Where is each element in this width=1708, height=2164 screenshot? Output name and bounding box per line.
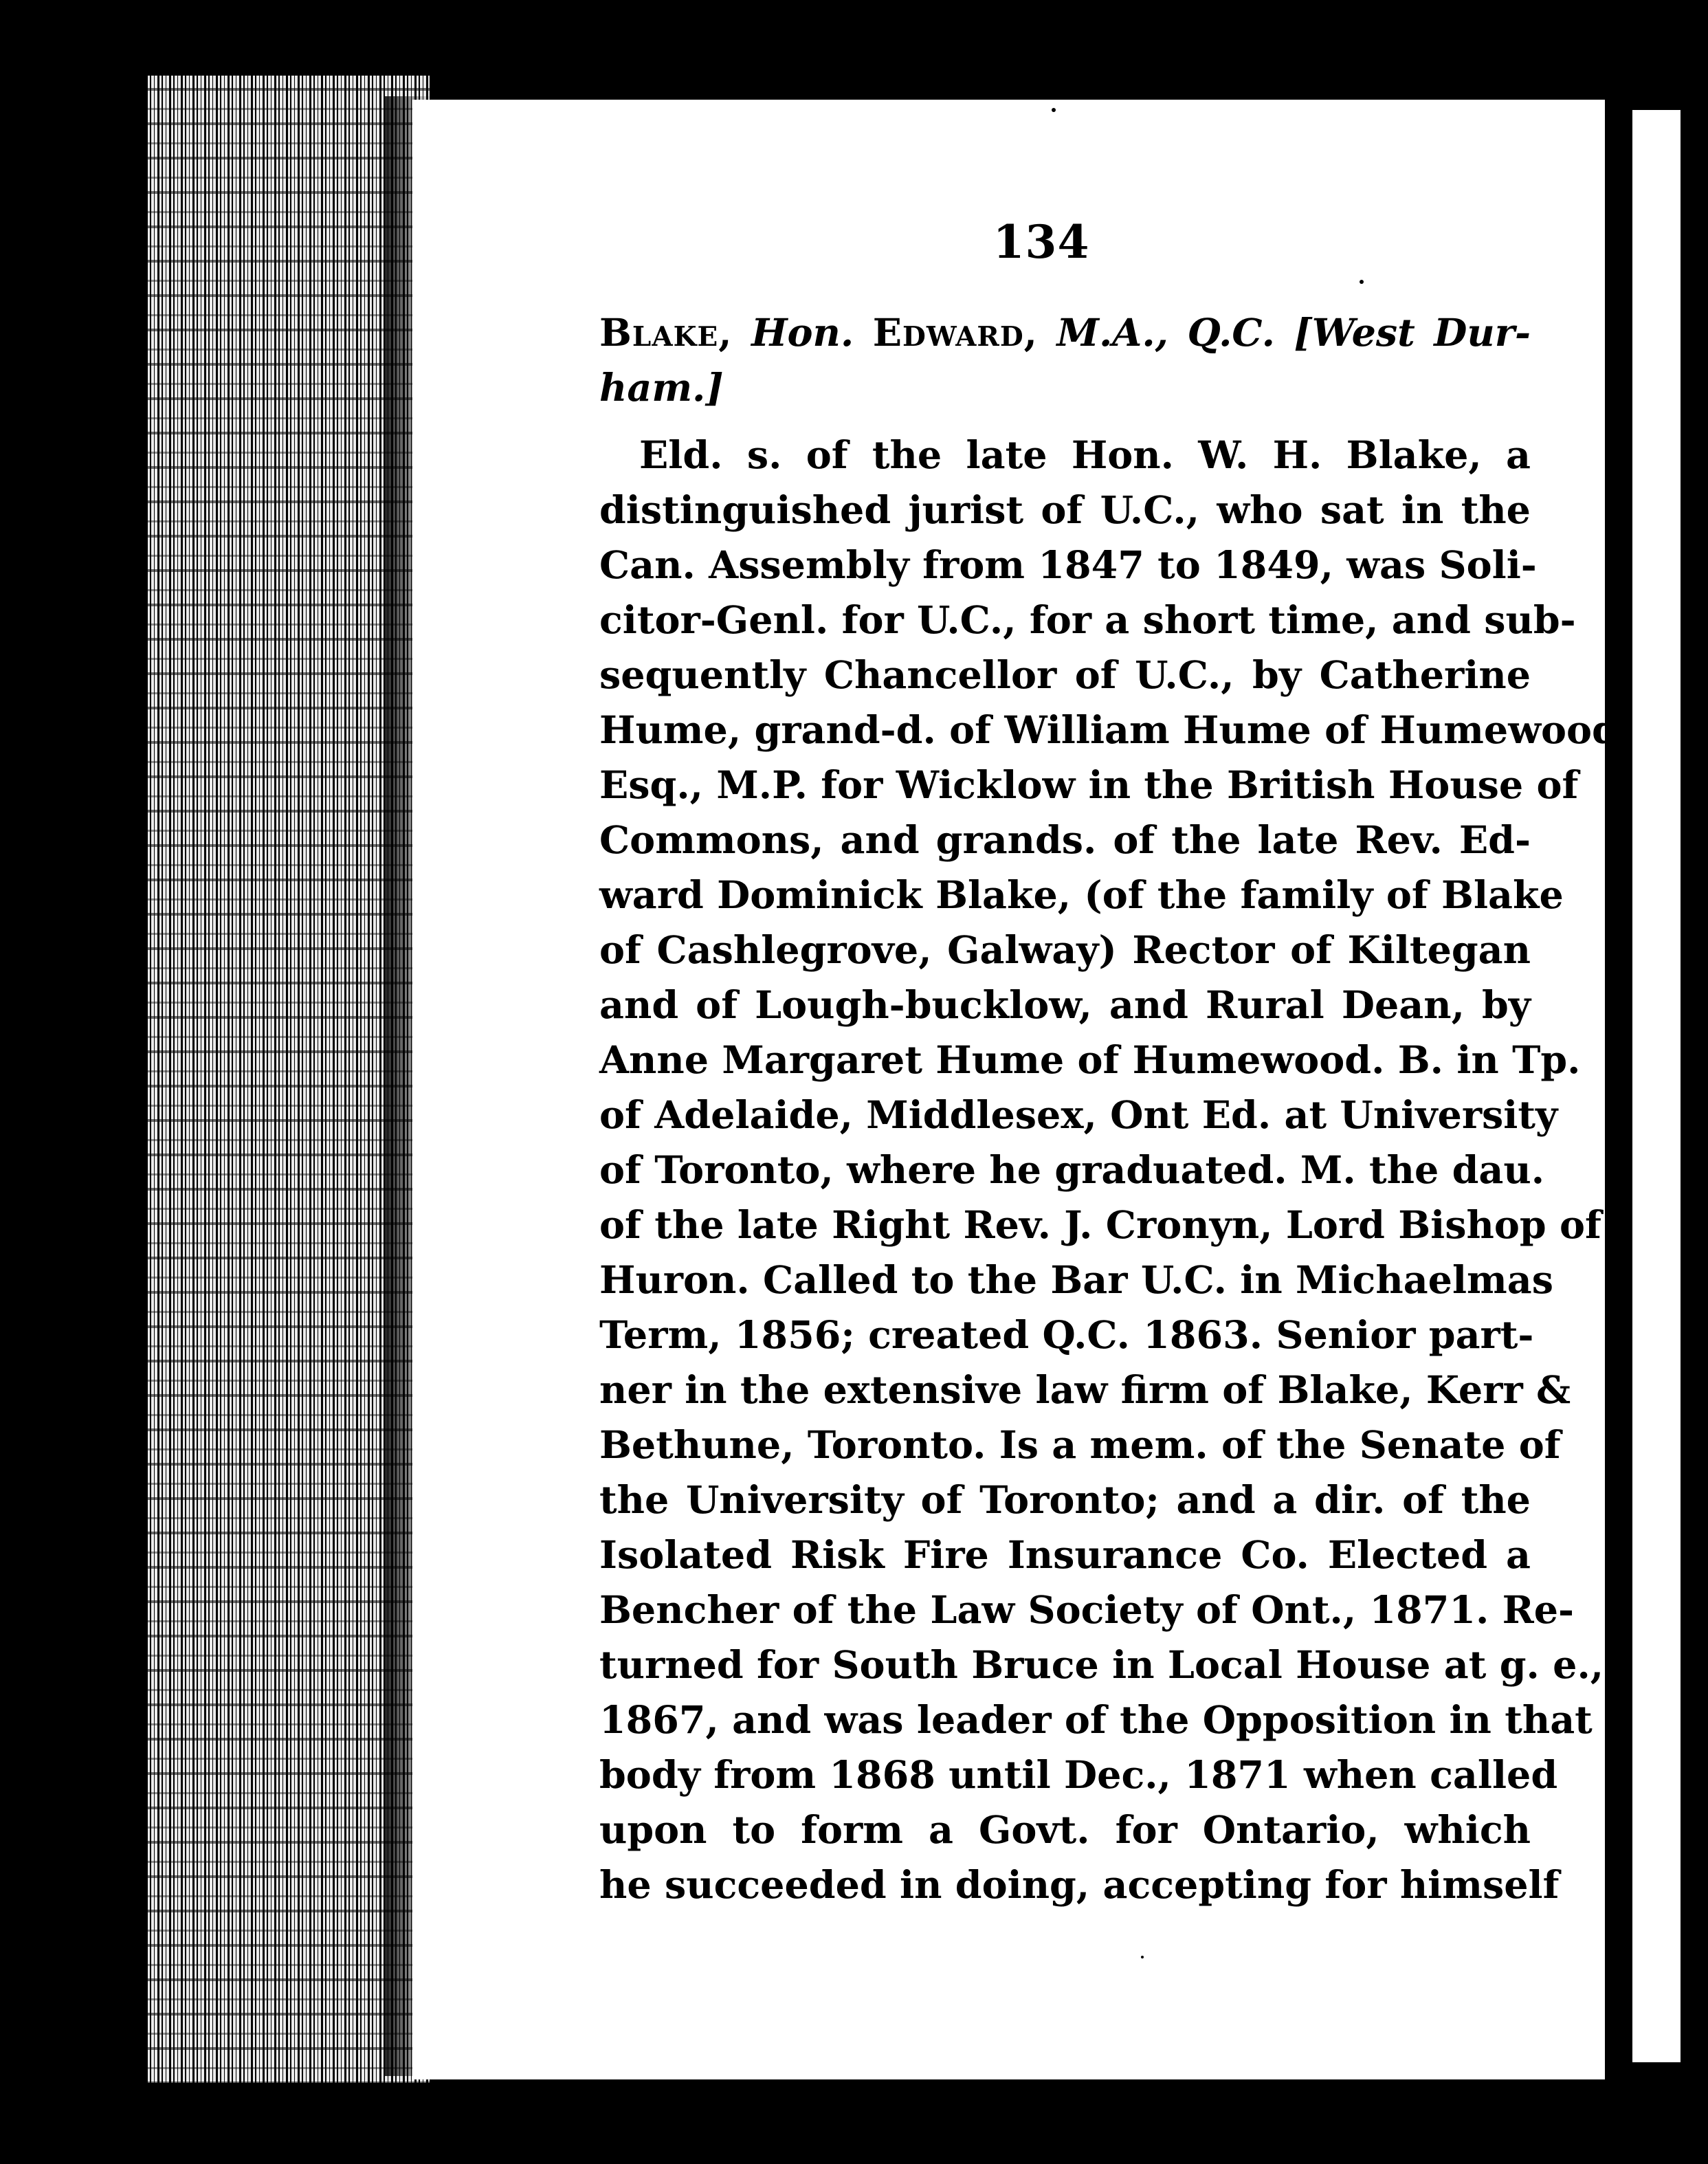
entry-surname: Blake,: [599, 311, 733, 355]
body-line: turned for South Bruce in Local House at g. e.,: [599, 1643, 1604, 1688]
entry-heading-cont: [599, 361, 1531, 416]
body-line: Anne Margaret Hume of Humewood. B. in Tp.: [599, 1038, 1581, 1083]
body-line: Esq., M.P. for Wicklow in the British House of: [599, 763, 1579, 808]
body-line: he succeeded in doing, accepting for himself: [599, 1863, 1560, 1908]
body-line: Can. Assembly from 1847 to 1849, was Soli-: [599, 543, 1537, 588]
body-line: Commons, and grands. of the late Rev. Ed-: [599, 818, 1531, 863]
entry-honorific: Hon.: [751, 311, 854, 355]
page-number: 134: [992, 215, 1090, 269]
next-page-edge: [1632, 110, 1681, 2062]
body-line: distinguished jurist of U.C., who sat in the: [599, 488, 1531, 533]
body-line: citor-Genl. for U.C., for a short time, and sub-: [599, 598, 1576, 643]
print-speck: [1052, 108, 1056, 112]
entry-degree: M.A.,: [1056, 311, 1168, 355]
body-line: of Adelaide, Middlesex, Ont Ed. at University: [599, 1093, 1558, 1138]
body-line: upon to form a Govt. for Ontario, which: [599, 1808, 1531, 1853]
print-speck: [1141, 1956, 1144, 1958]
body-line: Term, 1856; created Q.C. 1863. Senior part-: [599, 1313, 1534, 1358]
body-line: body from 1868 until Dec., 1871 when called: [599, 1753, 1558, 1798]
entry-rank: Q.C.: [1187, 311, 1275, 355]
body-line: Hume, grand-d. of William Hume of Humewood,: [599, 708, 1632, 753]
body-line: 1867, and was leader of the Opposition in that: [599, 1698, 1593, 1743]
entry-heading: [599, 306, 1531, 361]
body-line: the University of Toronto; and a dir. of the: [599, 1478, 1531, 1523]
body-line: Bencher of the Law Society of Ont., 1871. Re-: [599, 1588, 1575, 1633]
body-line: sequently Chancellor of U.C., by Catherine: [599, 653, 1531, 698]
entry-constituency: [West Dur-: [1294, 311, 1531, 355]
entry-given-name: Edward,: [872, 311, 1038, 355]
entry-text: [599, 306, 1632, 1913]
body-line: Bethune, Toronto. Is a mem. of the Senate of: [599, 1423, 1561, 1468]
print-speck: [1360, 280, 1364, 284]
body-line: and of Lough-bucklow, and Rural Dean, by: [599, 983, 1531, 1028]
body-line: of Toronto, where he graduated. M. the dau.: [599, 1148, 1545, 1193]
body-line: of Cashlegrove, Galway) Rector of Kiltegan: [599, 928, 1531, 973]
body-line: of the late Right Rev. J. Cronyn, Lord Bishop of: [599, 1203, 1601, 1248]
entry-constituency-cont: ham.]: [599, 366, 724, 410]
body-line: ward Dominick Blake, (of the family of Blake: [599, 873, 1564, 918]
body-line: Huron. Called to the Bar U.C. in Michaelmas: [599, 1258, 1553, 1303]
book-page: [412, 100, 1632, 2079]
body-line: Isolated Risk Fire Insurance Co. Elected a: [599, 1533, 1531, 1578]
body-line: ner in the extensive law firm of Blake, Kerr &: [599, 1368, 1571, 1413]
body-line: Eld. s. of the late Hon. W. H. Blake, a: [639, 433, 1531, 478]
